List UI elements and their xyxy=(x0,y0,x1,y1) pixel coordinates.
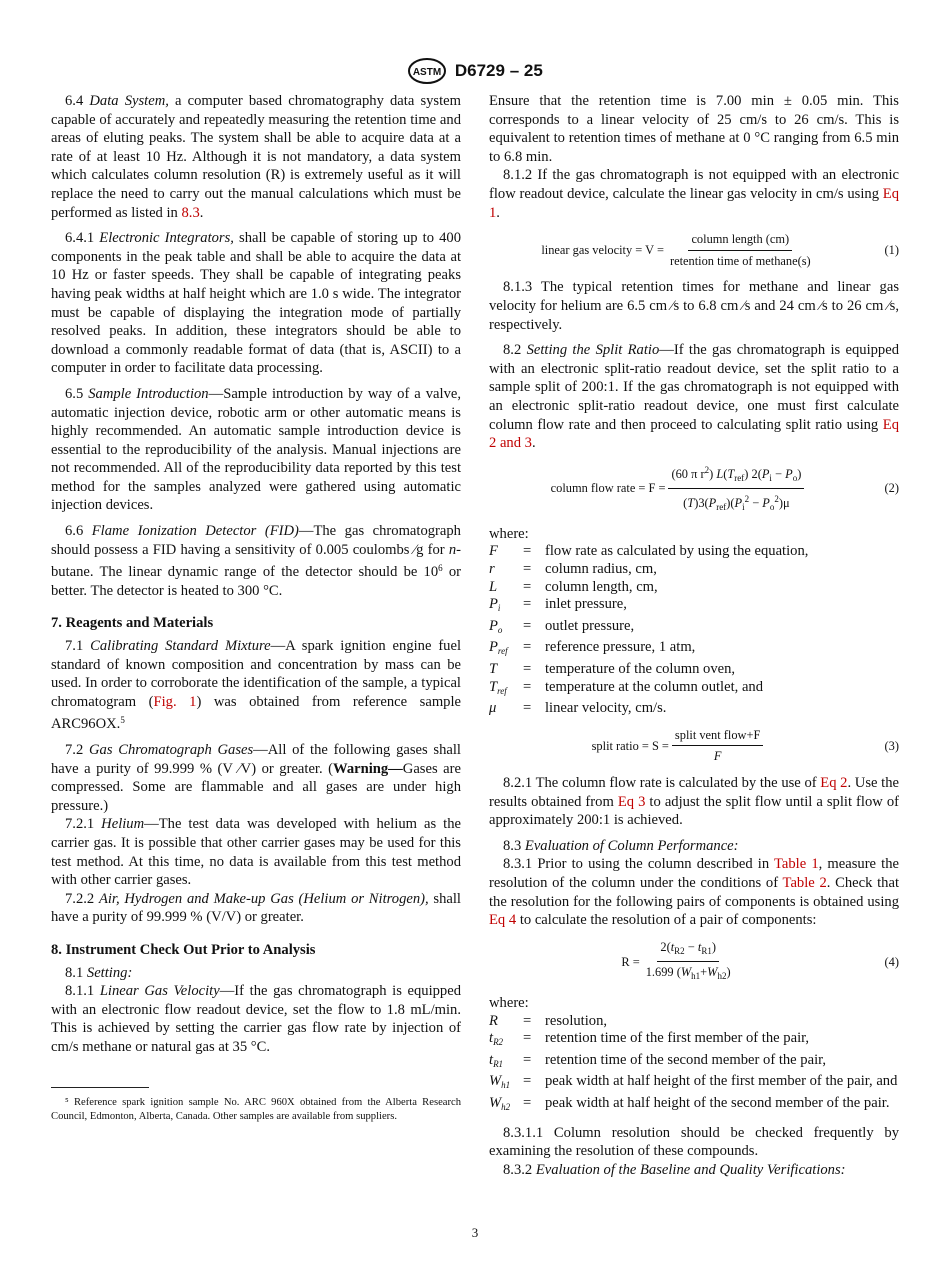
definition-symbol: $t_{R1}$ xyxy=(489,1051,504,1069)
section-8-1-1-continued: Ensure that the retention time is 7.00 min ± 0.05 min. This corresponds to a linear velocity of 25 cm/s to 26 cm/s. This is equivalent to retention times of methane at 0 °C ranging from 6.5 min to 6.8 min. xyxy=(489,93,899,165)
section-8-3: 8.3 Evaluation of Column Performance: xyxy=(503,837,739,854)
link-table-2[interactable]: Table 2 xyxy=(782,874,827,891)
definition-text: reference pressure, 1 atm, xyxy=(545,639,696,656)
definition-row xyxy=(489,639,899,661)
variable-definitions-1 xyxy=(489,543,899,717)
definition-text: retention time of the first member of the pair, xyxy=(545,1030,810,1047)
definition-row xyxy=(489,1052,899,1074)
definition-text: column radius, cm, xyxy=(545,561,657,578)
equation-1-label: (1) xyxy=(884,242,899,257)
definition-text: temperature of the column oven, xyxy=(545,661,736,678)
equation-2: column flow rate = F = $\frac{(60 \pi r^2) L(T_{ref}) 2(P_i - P_o)}{(T)3(P_{ref})(P_i^2 - P_o^2)\mu}$ (2) xyxy=(489,461,899,517)
definition-equals: = xyxy=(523,678,532,695)
svg-text:ASTM: ASTM xyxy=(413,67,442,78)
definition-equals: = xyxy=(523,661,532,678)
definition-symbol: $P_i$ xyxy=(489,596,501,614)
definition-symbol: $W_{h1}$ xyxy=(489,1073,511,1091)
document-code: D6729 – 25 xyxy=(454,60,543,80)
definition-row xyxy=(489,543,899,561)
definition-symbol: L xyxy=(489,578,498,595)
section-8-1-1: 8.1.1 Linear Gas Velocity—If the gas chromatograph is equipped with an electronic flow readout device, set the flow to 1.8 mL/min. This is achieved by setting the carrier gas flow rate by injection of cm/s methane or natural gas at 35 °C. xyxy=(51,983,461,1055)
definition-equals: = xyxy=(523,639,532,656)
section-8-3-2: 8.3.2 Evaluation of the Baseline and Quality Verifications: xyxy=(503,1161,846,1178)
definition-symbol: R xyxy=(489,1012,498,1029)
where-label-2: where: xyxy=(489,994,529,1011)
where-label-1: where: xyxy=(489,525,529,542)
equation-4: R = $\frac{2(t_{R2} - t_{R1})}{1.699 (W_{h1}+W_{h2})}$ (4) xyxy=(621,939,899,982)
equation-1: linear gas velocity = V = $\frac{\text{column length (cm)}}{\text{retention time of methane(s)}}$ (1) xyxy=(541,232,899,268)
section-8-1-2: 8.1.2 If the gas chromatograph is not equipped with an electronic flow readout device, calculate the linear gas velocity in cm/s using Eq 1. xyxy=(489,167,899,221)
definition-symbol: r xyxy=(489,561,495,578)
definition-row xyxy=(489,1013,899,1031)
link-eq-4[interactable]: Eq 4 xyxy=(489,912,517,929)
definition-symbol: $W_{h2}$ xyxy=(489,1094,511,1112)
definition-text: peak width at half height of the first member of the pair, and xyxy=(545,1073,898,1090)
definition-equals: = xyxy=(523,1051,532,1068)
section-7-2-2: 7.2.2 Air, Hydrogen and Make-up Gas (Helium or Nitrogen), shall have a purity of 99.999 % (V/V) or greater. xyxy=(51,890,461,926)
equation-4-label: (4) xyxy=(884,954,899,969)
definition-symbol: $T_{ref}$ xyxy=(489,678,507,696)
section-7-1: 7.1 Calibrating Standard Mixture—A spark ignition engine fuel standard of known composition and concentration by mass can be used. In order to corroborate the identification of the sample, a typical chromatogram (Fig. 1) was obtained from reference sample ARC96OX.$^5$ xyxy=(51,638,462,733)
link-8-3[interactable]: 8.3 xyxy=(181,204,200,221)
right-column xyxy=(489,92,899,1179)
definition-row xyxy=(489,1073,899,1095)
definition-symbol: $P_{ref}$ xyxy=(489,639,508,657)
definition-text: inlet pressure, xyxy=(545,596,627,613)
link-fig-1[interactable]: Fig. 1 xyxy=(153,693,197,710)
definition-equals: = xyxy=(523,1012,532,1029)
definition-row xyxy=(489,579,899,597)
section-6-4-1: 6.4.1 Electronic Integrators, shall be capable of storing up to 400 components in the peak table and shall be able to acquire the data at 10 Hz or faster speeds. They shall be capable of integrating peaks having peak widths at half height which are 1.0 s wide. The integrator must be capable of displaying the integration mode of partially resolved peaks. In addition, these integrators should be able to download a commonly readable format of data (that is, ASCII) to a computer in order to facilitate data processing. xyxy=(51,230,462,377)
section-6-6: 6.6 Flame Ionization Detector (FID)—The gas chromatograph should possess a FID having a sensitivity of 0.005 coulombs ⁄g for n-butane. The linear dynamic range of the detector should be $10^6$ or better. The detector is heated to 300 °C. xyxy=(51,523,461,599)
definition-text: peak width at half height of the second member of the pair. xyxy=(545,1094,890,1111)
section-8-2-1: 8.2.1 The column flow rate is calculated by the use of Eq 2. Use the results obtained from Eq 3 to adjust the split flow until a split flow of approximately 200:1 is achieved. xyxy=(489,775,899,829)
page-number: 3 xyxy=(471,1225,479,1240)
definition-equals: = xyxy=(523,617,532,634)
definition-text: linear velocity, cm/s. xyxy=(545,700,667,717)
definition-symbol: μ xyxy=(489,700,497,717)
section-7-heading: 7. Reagents and Materials xyxy=(51,615,214,632)
definition-equals: = xyxy=(523,543,532,560)
variable-definitions-2 xyxy=(489,1013,899,1117)
equation-3: split ratio = S = $\frac{\text{split vent flow+F}}{F}$ (3) xyxy=(591,727,899,764)
section-7-2-1: 7.2.1 Helium—The test data was developed with helium as the carrier gas. It is possible that other carrier gases may be used for this test method. At this time, no data is available from this test method with other carrier gases. xyxy=(51,816,461,889)
link-eq-2-3[interactable]: Eq 2 and 3 xyxy=(489,416,899,452)
astm-logo-icon xyxy=(407,58,447,84)
definition-row xyxy=(489,596,899,618)
definition-text: column length, cm, xyxy=(545,578,658,595)
definition-equals: = xyxy=(523,578,532,595)
definition-equals: = xyxy=(523,561,532,578)
definition-row xyxy=(489,618,899,640)
equation-2-label: (2) xyxy=(884,481,899,496)
footnote-5: ⁵ Reference spark ignition sample No. ARC 960X obtained from the Alberta Research Council, Edmonton, Alberta, Canada. Other samples are available from suppliers. xyxy=(51,1096,461,1122)
section-8-3-1: 8.3.1 Prior to using the column described in Table 1, measure the resolution of the column under the conditions of Table 2. Check that the resolution for the following pairs of components is obtained using Eq 4 to calculate the resolution of a pair of components: xyxy=(489,856,899,929)
definition-symbol: F xyxy=(489,543,498,560)
definition-equals: = xyxy=(523,1030,532,1047)
definition-symbol: T xyxy=(489,661,498,678)
definition-text: retention time of the second member of the pair, xyxy=(545,1051,827,1068)
section-8-heading: 8. Instrument Check Out Prior to Analysis xyxy=(51,941,316,958)
definition-row xyxy=(489,1095,899,1117)
section-6-4: 6.4 Data System, a computer based chromatography data system capable of accurately and repeatedly measuring the retention time and areas of eluting peaks. The system shall be able to acquire data at a rate of at least 10 Hz. Although it is not mandatory, a data system which calculates column resolution (R) is extremely useful as it will replace the need to carry out the manual calculations which must be performed as listed in 8.3. xyxy=(51,93,461,221)
section-8-1-3: 8.1.3 The typical retention times for methane and linear gas velocity for helium are 6.5 cm ⁄s to 6.8 cm ⁄s and 24 cm ⁄s to 26 cm ⁄s, respectively. xyxy=(489,279,899,333)
left-column xyxy=(51,92,461,1124)
section-8-1: 8.1 Setting: xyxy=(65,964,133,981)
section-8-2: 8.2 Setting the Split Ratio—If the gas chromatograph is equipped with an electronic split-ratio readout device, set the split ratio to a sample split of 200:1. If the gas chromatograph is not equipped with an electronic split-ratio readout device, one must first calculate column flow rate and then proceed to calculating split ratio using Eq 2 and 3. xyxy=(489,342,900,452)
definition-row xyxy=(489,700,899,718)
page-header xyxy=(0,58,950,84)
link-eq-1[interactable]: Eq 1 xyxy=(489,185,899,221)
definition-text: temperature at the column outlet, and xyxy=(545,678,764,695)
definition-row xyxy=(489,1030,899,1052)
definition-equals: = xyxy=(523,700,532,717)
definition-text: outlet pressure, xyxy=(545,617,635,634)
section-8-3-1-1: 8.3.1.1 Column resolution should be checked frequently by examining the resolution of these compounds. xyxy=(489,1124,899,1160)
definition-equals: = xyxy=(523,1073,532,1090)
link-eq-2[interactable]: Eq 2 xyxy=(820,775,848,791)
definition-row xyxy=(489,679,899,701)
footnote-ref-5[interactable]: 5 xyxy=(120,715,125,726)
section-6-5: 6.5 Sample Introduction—Sample introduction by way of a valve, automatic injection device, robotic arm or other automatic means is highly recommended. An automatic sample introduction device is essential to the reproducibility of the analysis. Manual injections are not recommended. All of the reproducibility data reported by this test method for the samples analyzed were gathered using automatic injection devices. xyxy=(51,385,462,514)
definition-equals: = xyxy=(523,1094,532,1111)
definition-row xyxy=(489,561,899,579)
definition-text: resolution, xyxy=(545,1012,608,1029)
link-table-1[interactable]: Table 1 xyxy=(774,856,819,873)
definition-equals: = xyxy=(523,596,532,613)
link-eq-3[interactable]: Eq 3 xyxy=(617,793,646,810)
footnote-rule xyxy=(51,1087,149,1088)
definition-row xyxy=(489,661,899,679)
definition-symbol: $t_{R2}$ xyxy=(489,1030,504,1048)
definition-symbol: $P_o$ xyxy=(489,617,503,635)
equation-3-label: (3) xyxy=(884,738,899,753)
section-7-2: 7.2 Gas Chromatograph Gases—All of the following gases shall have a purity of 99.999 % (V ⁄V) or greater. (Warning—Gases are compressed. Some are flammable and all gases are under high pressure.) xyxy=(51,742,461,814)
definition-text: flow rate as calculated by using the equation, xyxy=(545,543,809,560)
